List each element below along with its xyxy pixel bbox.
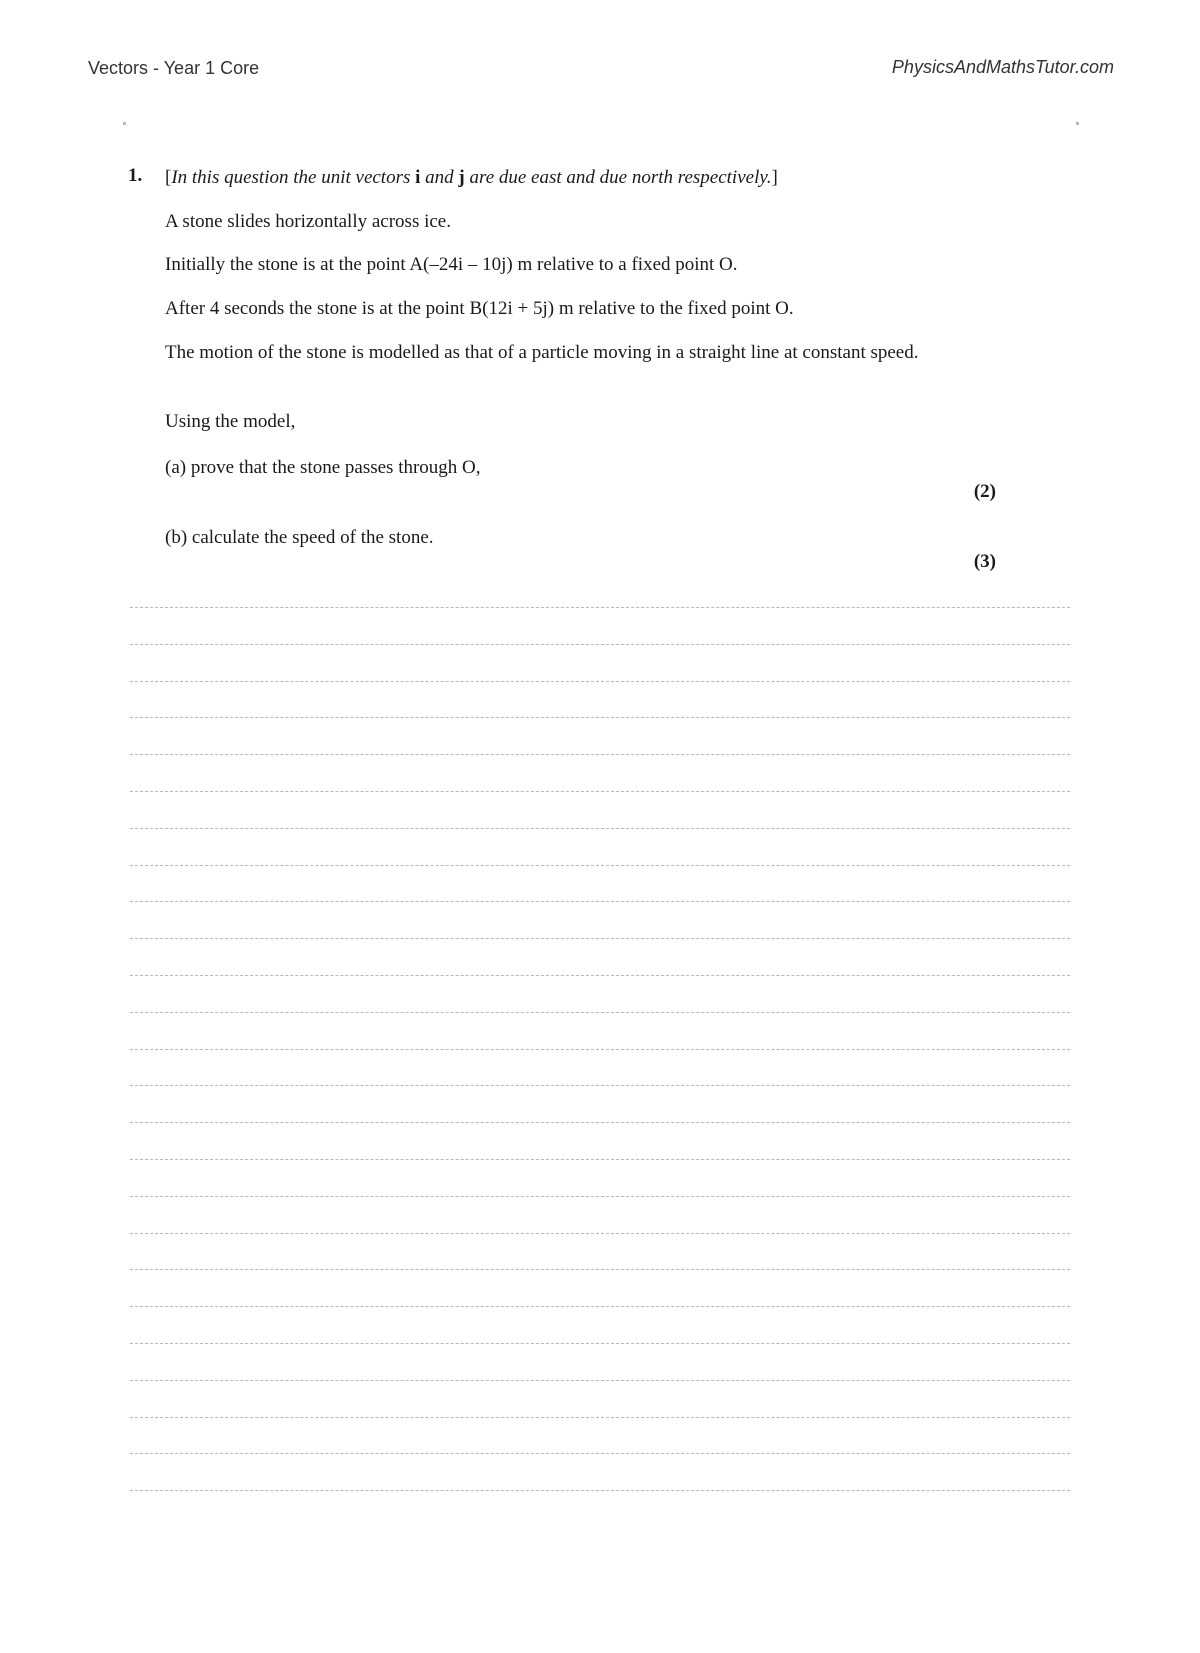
answer-line	[130, 939, 1070, 976]
intro-text-and: and	[420, 167, 459, 188]
answer-line	[130, 1454, 1070, 1491]
answer-line	[130, 1381, 1070, 1418]
intro-text-1: In this question the unit vectors	[171, 167, 416, 188]
answer-line	[130, 829, 1070, 866]
answer-area[interactable]	[130, 607, 1070, 1491]
question-line-3: After 4 seconds the stone is at the point B(12i + 5j) m relative to the fixed point O.	[165, 298, 794, 319]
question-line-4: The motion of the stone is modelled as that of a particle moving in a straight line at constant speed.	[165, 342, 919, 363]
intro-vector-j: j	[458, 167, 465, 188]
answer-line	[130, 755, 1070, 792]
header-site: PhysicsAndMathsTutor.com	[891, 57, 1114, 77]
intro-close-bracket: ]	[771, 167, 778, 188]
answer-line	[130, 1344, 1070, 1381]
corner-mark-left	[123, 122, 126, 125]
answer-line	[130, 1270, 1070, 1307]
question-line-5: Using the model,	[165, 411, 296, 432]
question-line-2: Initially the stone is at the point A(–24i – 10j) m relative to a fixed point O.	[165, 254, 738, 275]
question-intro	[165, 165, 925, 190]
answer-line	[130, 1307, 1070, 1344]
answer-line	[130, 608, 1070, 645]
answer-line	[130, 792, 1070, 829]
answer-line	[130, 866, 1070, 903]
question-part-b: (b) calculate the speed of the stone.	[165, 527, 434, 548]
question-number: 1.	[128, 165, 143, 186]
corner-mark-right	[1076, 122, 1079, 125]
marks-part-a: (2)	[973, 481, 996, 502]
answer-line	[130, 1050, 1070, 1087]
question-line-1: A stone slides horizontally across ice.	[165, 211, 451, 232]
question-part-a: (a) prove that the stone passes through O,	[165, 457, 481, 478]
answer-line	[130, 1013, 1070, 1050]
answer-line	[130, 645, 1070, 682]
answer-line	[130, 1234, 1070, 1271]
intro-open-bracket: [	[165, 167, 172, 188]
answer-line	[130, 976, 1070, 1013]
intro-text-2: are due east and due north respectively.	[464, 167, 772, 188]
answer-line	[130, 1123, 1070, 1160]
header-title: Vectors - Year 1 Core	[88, 58, 260, 78]
answer-line	[130, 718, 1070, 755]
answer-line	[130, 1197, 1070, 1234]
answer-line	[130, 902, 1070, 939]
answer-line	[130, 1160, 1070, 1197]
answer-line	[130, 682, 1070, 719]
marks-part-b: (3)	[973, 551, 996, 572]
answer-line	[130, 1086, 1070, 1123]
intro-vector-i: i	[415, 167, 421, 188]
answer-line	[130, 1418, 1070, 1455]
